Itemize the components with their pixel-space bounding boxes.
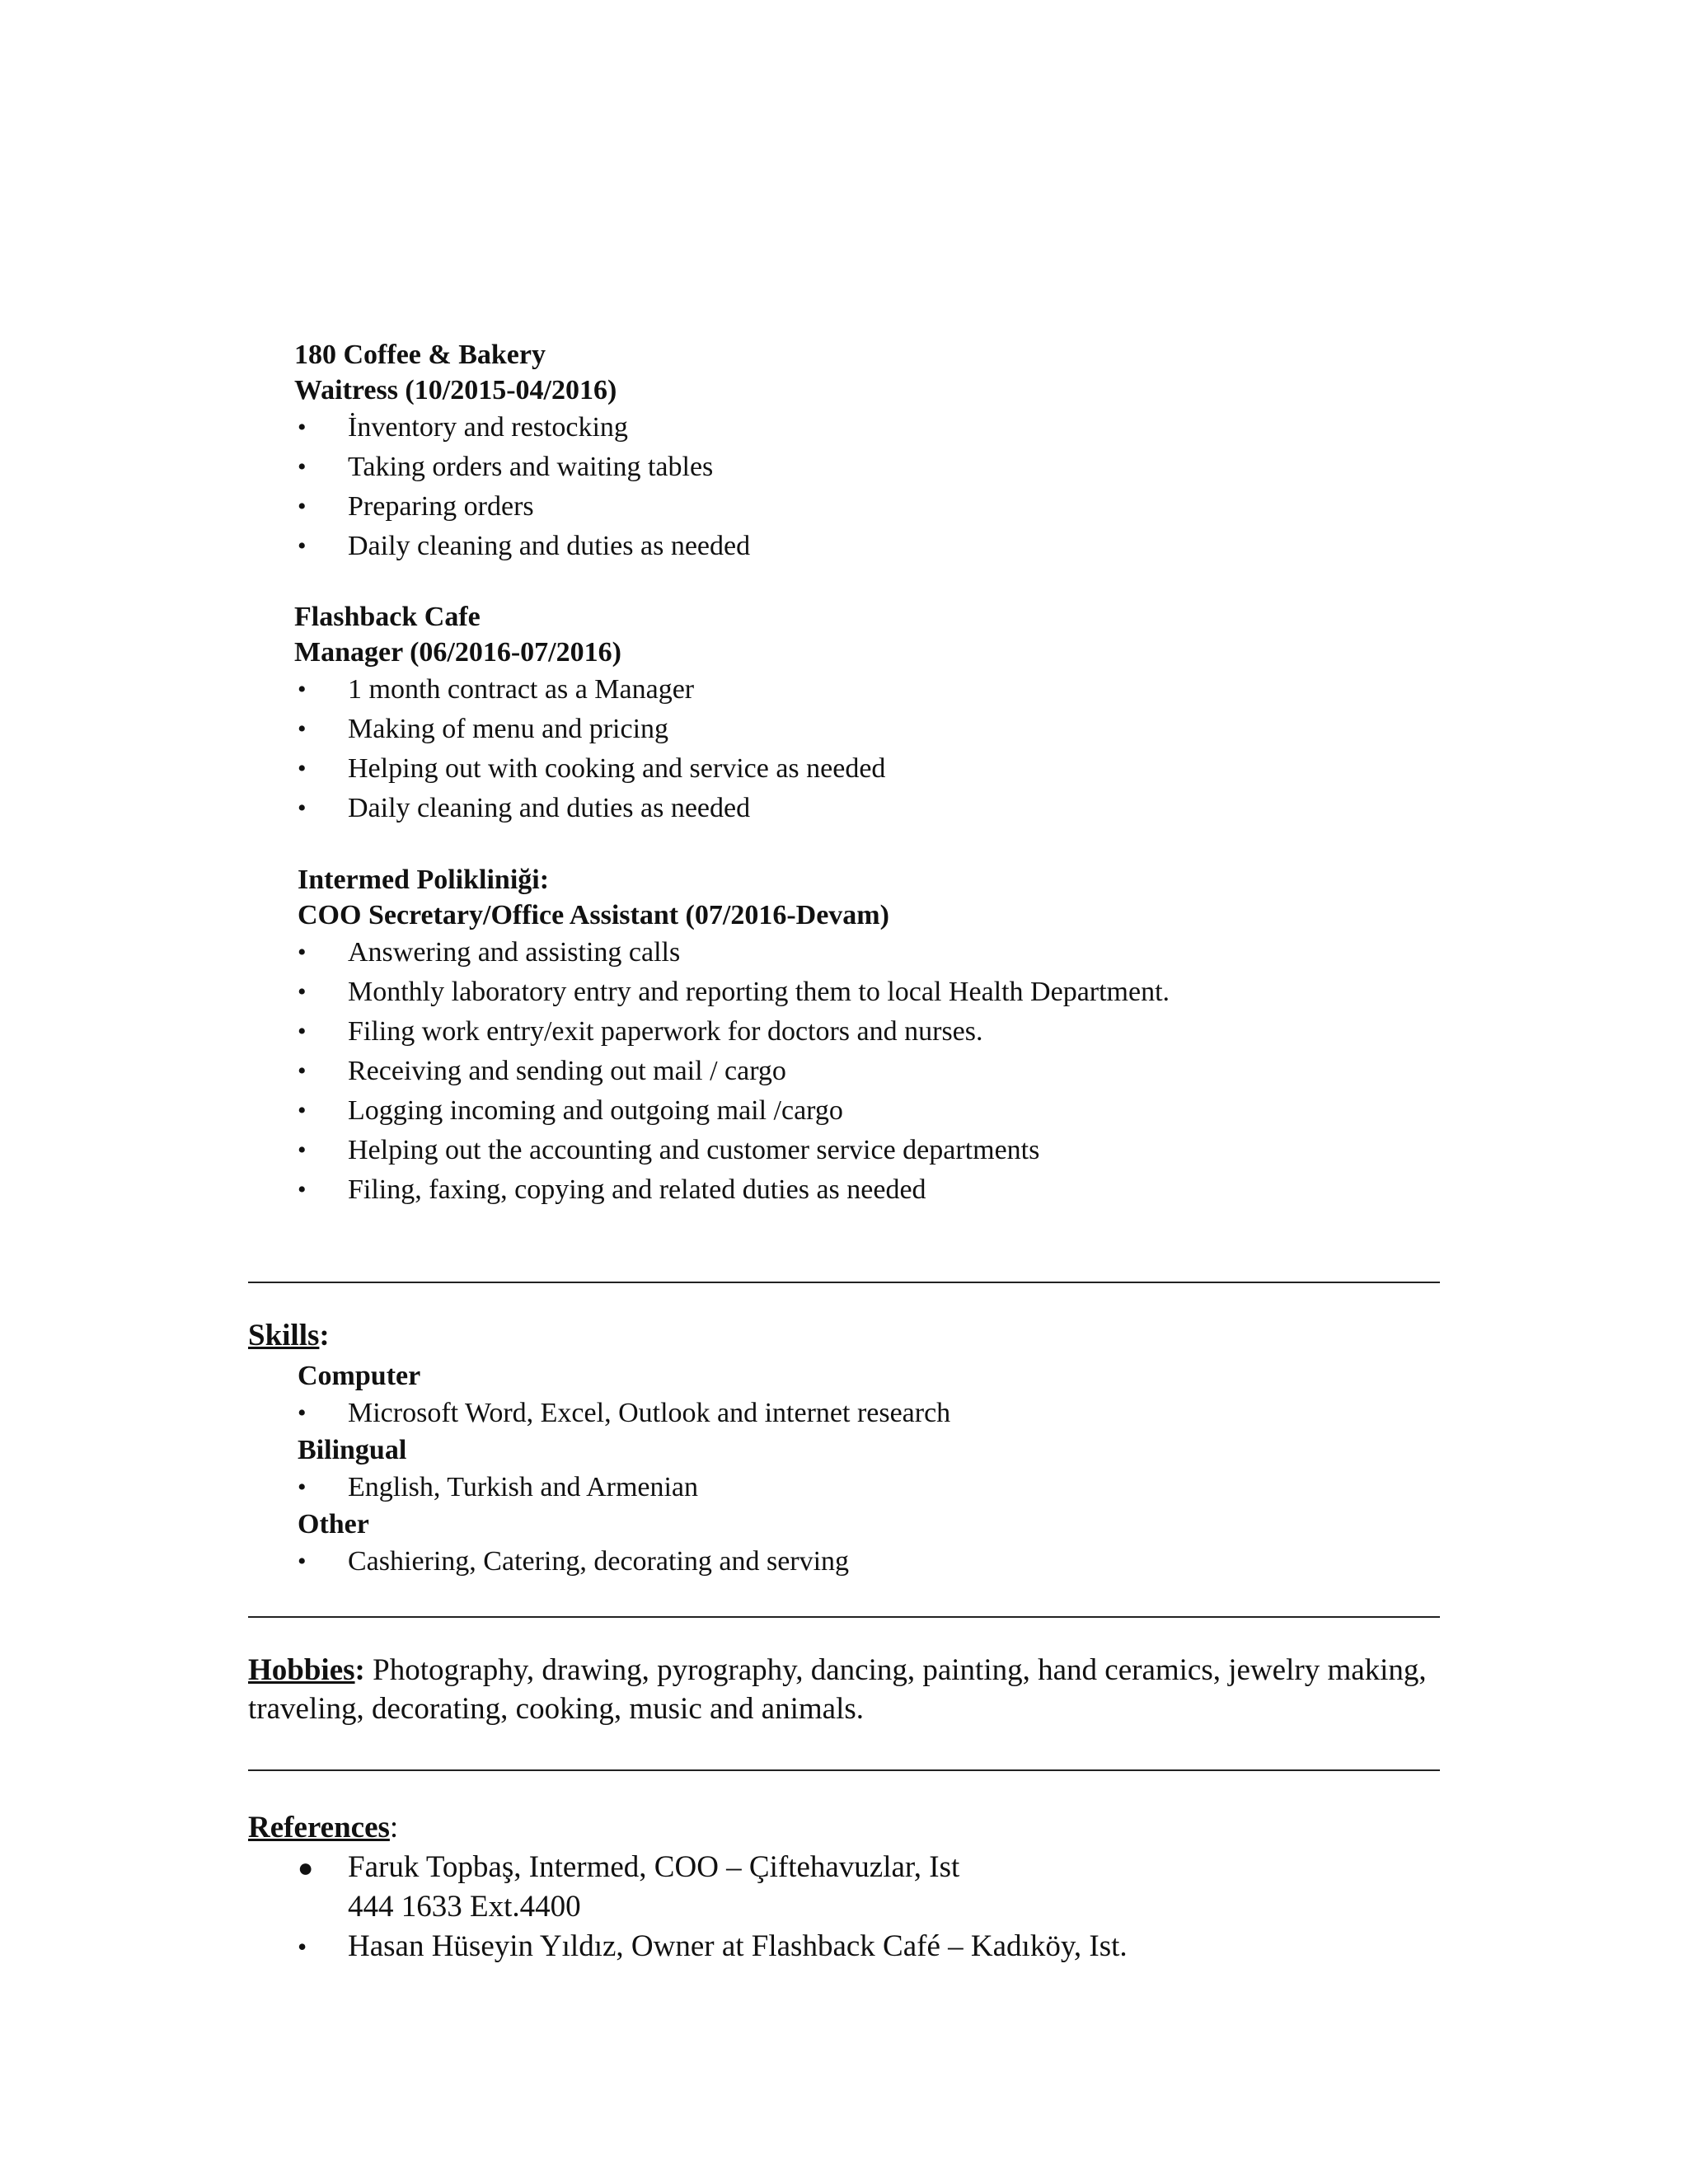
list-item [294,1131,1170,1170]
bullet-icon: • [298,1548,307,1575]
bullet-icon: • [298,676,307,703]
bullet-icon: • [298,1057,307,1085]
list-item [294,1091,1170,1131]
references-heading-colon: : [389,1811,399,1844]
job-role: COO Secretary/Office Assistant (07/2016-Devam) [298,900,889,930]
job-duties-list [294,933,1170,1210]
skill-category: Computer [298,1361,421,1391]
hobbies-heading-colon: : [354,1653,365,1687]
section-divider [248,1769,1440,1771]
list-item-text: Filing, faxing, copying and related duties as needed [348,1174,926,1205]
list-item [294,749,885,789]
hobbies-section [248,1651,1451,1728]
bullet-icon: • [298,453,307,480]
company-name: Intermed Polikliniği: [298,865,550,895]
list-item [298,1848,1128,1927]
reference-name: Hasan Hüseyin Yıldız, Owner at Flashback Café – Kadıköy, Ist. [348,1929,1128,1963]
list-item [294,1012,1170,1052]
bullet-icon: • [298,1474,307,1501]
list-item [298,1927,1128,1966]
list-item-text: İnventory and restocking [348,412,628,443]
skills-list [298,1358,950,1581]
list-item [294,1052,1170,1091]
skill-items [298,1394,950,1432]
list-item [294,710,885,749]
bullet-icon: • [298,493,307,520]
job-role: Waitress (10/2015-04/2016) [294,375,617,405]
skills-heading-colon: : [319,1319,330,1352]
section-divider [248,1282,1440,1283]
list-item-text: English, Turkish and Armenian [348,1472,699,1502]
list-item [294,448,750,487]
hobbies-heading: Hobbies [248,1653,355,1687]
list-item-text: Making of menu and pricing [348,714,669,744]
references-heading-label: References [248,1811,390,1844]
skill-items [298,1543,950,1581]
reference-name: Faruk Topbaş, Intermed, COO – Çiftehavuzlar, Ist [348,1850,960,1884]
skill-items [298,1469,950,1507]
bullet-icon: • [298,1399,307,1427]
list-item-text: Helping out with cooking and service as needed [348,753,886,784]
job-duties-list [294,670,885,828]
reference-items [298,1848,1128,1966]
bullet-icon: • [298,414,307,441]
list-item [294,487,750,527]
list-item-text: Filing work entry/exit paperwork for doctors and nurses. [348,1016,983,1047]
skill-category: Other [298,1509,369,1540]
list-item [294,972,1170,1012]
bullet-icon: • [298,755,307,782]
references-list [298,1848,1128,1966]
list-item [294,408,750,448]
list-item-text: Microsoft Word, Excel, Outlook and internet research [348,1398,951,1428]
job-entry-180-coffee [294,337,750,566]
job-role: Manager (06/2016-07/2016) [294,637,621,668]
list-item [294,933,1170,972]
list-item-text: Monthly laboratory entry and reporting them to local Health Department. [348,977,1170,1007]
bullet-icon: • [298,1176,307,1203]
list-item [298,1543,950,1581]
bullet-icon: • [298,978,307,1005]
job-duties-list [294,408,750,566]
list-item-text: Daily cleaning and duties as needed [348,531,751,561]
list-item [294,670,885,710]
bullet-icon: • [298,1932,307,1961]
bullet-icon: • [298,794,307,822]
skills-heading-label: Skills [248,1319,320,1352]
list-item [294,1170,1170,1210]
list-item [298,1394,950,1432]
references-heading [248,1809,398,1847]
bullet-icon: ● [298,1853,314,1882]
list-item-text: Receiving and sending out mail / cargo [348,1056,786,1086]
list-item-text: Preparing orders [348,491,534,522]
bullet-icon: • [298,1137,307,1164]
list-item [294,527,750,566]
list-item-text: 1 month contract as a Manager [348,674,695,705]
bullet-icon: • [298,1097,307,1124]
list-item-text: Answering and assisting calls [348,937,681,968]
job-entry-intermed [298,862,1170,1210]
skill-category: Bilingual [298,1435,407,1465]
job-entry-flashback-cafe [294,599,885,828]
company-name: 180 Coffee & Bakery [294,340,546,370]
list-item-text: Daily cleaning and duties as needed [348,793,751,823]
reference-phone: 444 1633 Ext.4400 [348,1890,581,1924]
bullet-icon: • [298,939,307,966]
bullet-icon: • [298,1018,307,1045]
company-name: Flashback Cafe [294,602,481,632]
list-item-text: Cashiering, Catering, decorating and serving [348,1546,850,1577]
list-item [294,789,885,828]
section-divider [248,1616,1440,1618]
list-item-text: Logging incoming and outgoing mail /cargo [348,1095,843,1126]
list-item-text: Helping out the accounting and customer service departments [348,1135,1040,1165]
list-item-text: Taking orders and waiting tables [348,452,714,482]
list-item [298,1469,950,1507]
hobbies-text: Photography, drawing, pyrography, dancing, painting, hand ceramics, jewelry making, traveling, decorating, cooking, music and animals. [248,1653,1427,1726]
bullet-icon: • [298,715,307,743]
bullet-icon: • [298,532,307,560]
skills-heading [248,1317,330,1355]
